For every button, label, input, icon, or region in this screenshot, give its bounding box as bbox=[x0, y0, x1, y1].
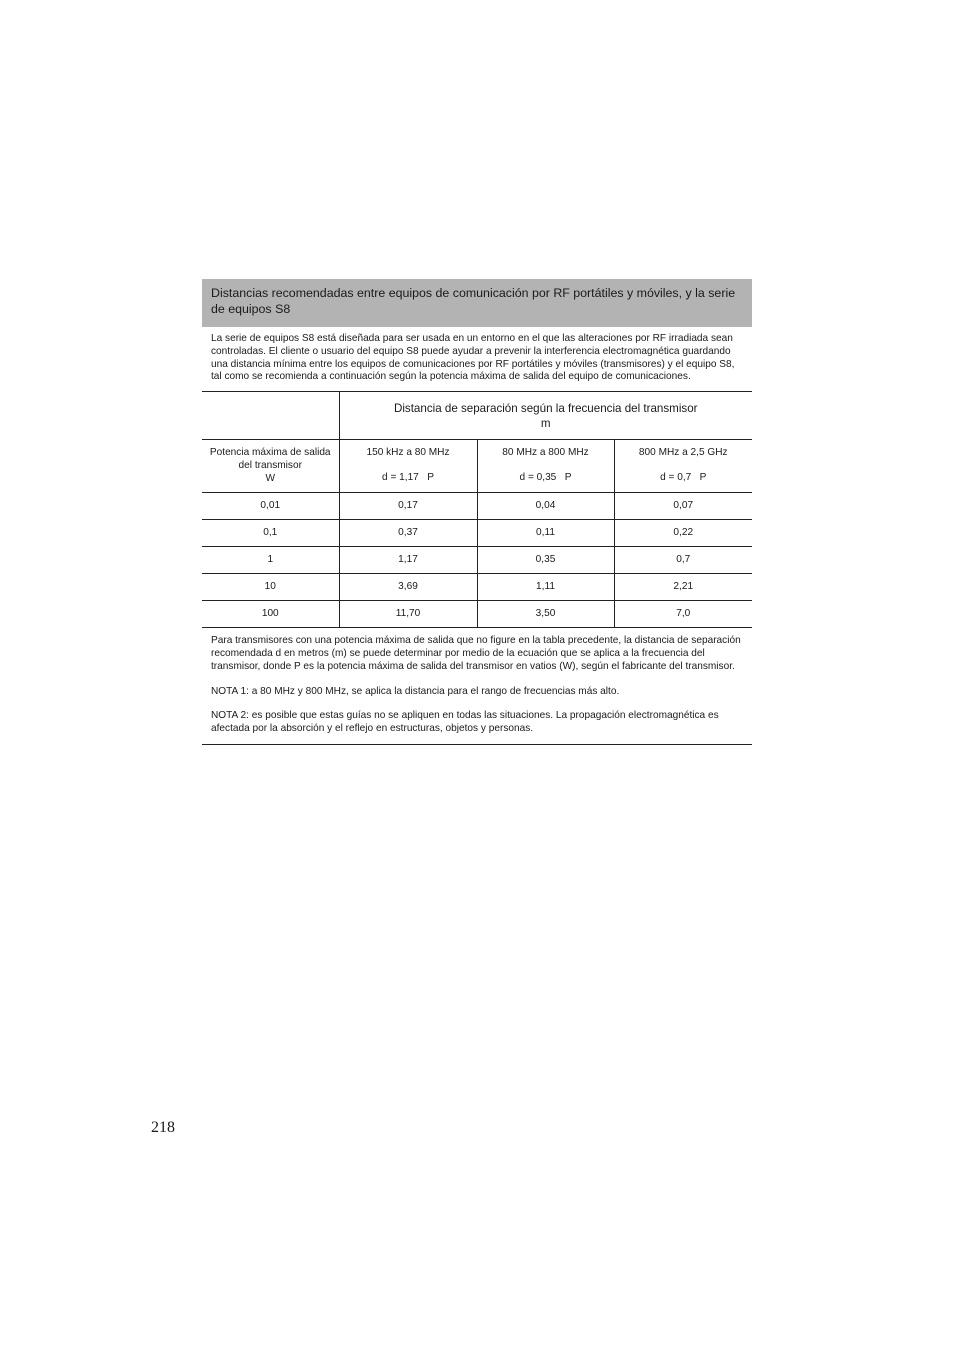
distance-cell: 1,17 bbox=[339, 547, 477, 574]
section-title: Distancias recomendadas entre equipos de comunicación por RF portátiles y móviles, y la serie de equipos S8 bbox=[202, 279, 752, 327]
power-cell: 1 bbox=[202, 547, 339, 574]
band-range: 150 kHz a 80 MHz bbox=[366, 447, 450, 459]
band-range: 800 MHz a 2,5 GHz bbox=[638, 447, 728, 459]
power-cell: 0,1 bbox=[202, 520, 339, 547]
distance-cell: 0,11 bbox=[477, 520, 614, 547]
page-number: 218 bbox=[151, 1119, 175, 1136]
distance-cell: 0,37 bbox=[339, 520, 477, 547]
table-row bbox=[202, 574, 752, 601]
distance-cell: 11,70 bbox=[339, 601, 477, 628]
band-formula: d = 0,7 P bbox=[660, 472, 707, 484]
distance-cell: 1,11 bbox=[477, 574, 614, 601]
table-row bbox=[202, 520, 752, 547]
distance-cell: 0,35 bbox=[477, 547, 614, 574]
distance-cell: 7,0 bbox=[614, 601, 752, 628]
band-header-cell bbox=[614, 440, 752, 493]
power-cell: 100 bbox=[202, 601, 339, 628]
distance-cell: 0,7 bbox=[614, 547, 752, 574]
separation-unit: m bbox=[540, 416, 551, 430]
band-header-cell bbox=[477, 440, 614, 493]
power-header: Potencia máxima de salida del transmisor bbox=[209, 446, 331, 471]
band-formula: d = 1,17 P bbox=[382, 472, 434, 484]
separation-header-cell bbox=[339, 392, 752, 440]
distance-cell: 2,21 bbox=[614, 574, 752, 601]
note-paragraph: NOTA 2: es posible que estas guías no se apliquen en todas las situaciones. La propagación electromagnética es afectada por la absorción y el reflejo en estructuras, objetos y personas. bbox=[211, 710, 719, 735]
power-cell: 0,01 bbox=[202, 493, 339, 520]
band-formula: d = 0,35 P bbox=[519, 472, 572, 484]
table-header-row bbox=[202, 392, 752, 440]
table-row bbox=[202, 601, 752, 628]
table-row bbox=[202, 547, 752, 574]
table-row bbox=[202, 493, 752, 520]
distance-cell: 0,07 bbox=[614, 493, 752, 520]
distance-cell: 0,17 bbox=[339, 493, 477, 520]
document-block bbox=[202, 279, 752, 745]
distance-cell: 0,22 bbox=[614, 520, 752, 547]
distance-cell: 3,69 bbox=[339, 574, 477, 601]
power-unit: W bbox=[265, 472, 276, 484]
power-cell: 10 bbox=[202, 574, 339, 601]
distance-cell: 0,04 bbox=[477, 493, 614, 520]
separation-header: Distancia de separación según la frecuencia del transmisor bbox=[393, 401, 698, 415]
table-subheader-row bbox=[202, 440, 752, 493]
band-range: 80 MHz a 800 MHz bbox=[502, 447, 589, 459]
note-paragraph: Para transmisores con una potencia máxima de salida que no figure en la tabla precedente, la distancia de separación recomendada d en metros (m) se puede determinar por medio de la ecuación que se aplica a la frecuencia del transmisor, donde P es la potencia máxima de salida del transmisor en vatios (W), según el fabricante del transmisor. bbox=[211, 635, 741, 672]
notes-section bbox=[202, 628, 752, 745]
note-paragraph: NOTA 1: a 80 MHz y 800 MHz, se aplica la distancia para el rango de frecuencias más alto. bbox=[211, 685, 620, 697]
power-header-cell bbox=[202, 440, 339, 493]
separation-distance-table bbox=[202, 392, 752, 628]
intro-paragraph: La serie de equipos S8 está diseñada para ser usada en un entorno en el que las alteraciones por RF irradiada sean controladas. El cliente o usuario del equipo S8 puede ayudar a prevenir la interferencia electromagnética guardando una distancia mínima entre los equipos de comunicaciones por RF portátiles y móviles (transmisores) y el equipo S8, tal como se recomienda a continuación según la potencia máxima de salida del equipo de comunicaciones. bbox=[202, 327, 752, 392]
empty-header-cell bbox=[202, 392, 339, 440]
distance-cell: 3,50 bbox=[477, 601, 614, 628]
band-header-cell bbox=[339, 440, 477, 493]
